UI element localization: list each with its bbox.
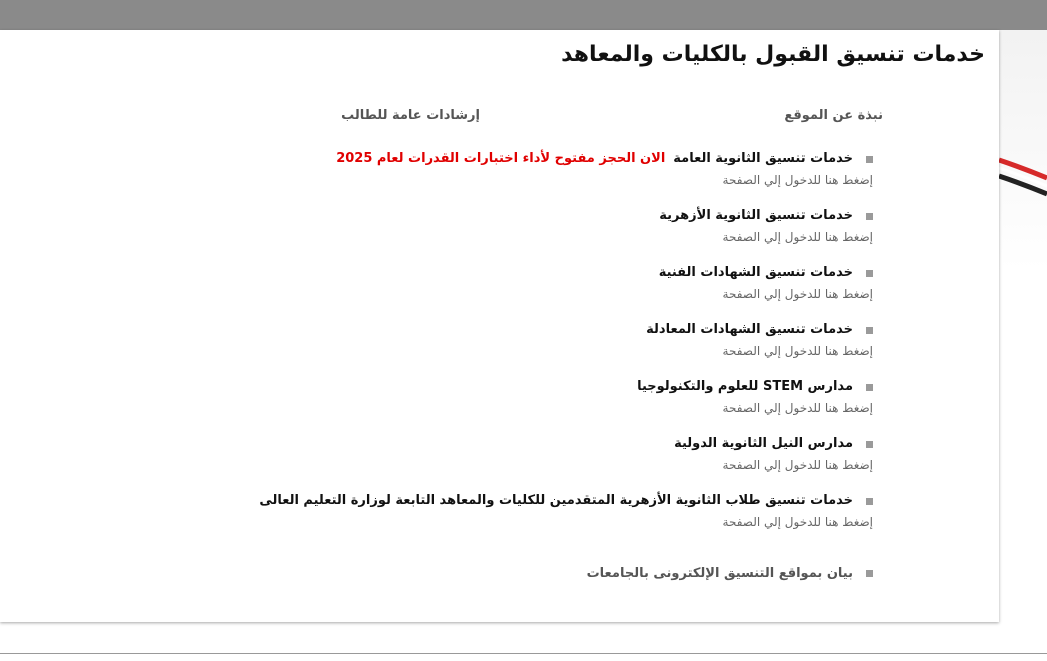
- background-flag-art: [999, 30, 1047, 630]
- service-title-text[interactable]: خدمات تنسيق الثانوية العامة: [673, 151, 853, 166]
- service-title[interactable]: خدمات تنسيق الشهادات المعادلة: [646, 322, 853, 337]
- universities-statement-link[interactable]: بيان بمواقع التنسيق الإلكترونى بالجامعات: [586, 566, 853, 581]
- bullet-icon: [866, 213, 873, 220]
- service-item-azhar-secondary: [73, 208, 873, 265]
- bullet-icon: [866, 327, 873, 334]
- enter-page-link[interactable]: إضغط هنا للدخول إلي الصفحة: [722, 458, 873, 472]
- bullet-icon: [866, 498, 873, 505]
- service-item-equivalent-certificates: [73, 322, 873, 379]
- service-item-stem-schools: [73, 379, 873, 436]
- service-item-technical-certificates: [73, 265, 873, 322]
- service-item-general-secondary: [73, 151, 873, 208]
- enter-page-link[interactable]: إضغط هنا للدخول إلي الصفحة: [722, 287, 873, 301]
- bullet-icon: [866, 270, 873, 277]
- services-list: [73, 151, 873, 550]
- page-title: خدمات تنسيق القبول بالكليات والمعاهد: [561, 42, 985, 67]
- main-content-card: [0, 30, 999, 622]
- bottom-divider: [0, 653, 1047, 654]
- bullet-icon: [866, 570, 873, 577]
- nav-guidelines-link[interactable]: إرشادات عامة للطالب: [341, 108, 480, 123]
- service-item-azhar-higher-education: [73, 493, 873, 550]
- bullet-icon: [866, 384, 873, 391]
- bullet-icon: [866, 441, 873, 448]
- announcement-note: الان الحجز مفتوح لأداء اختبارات القدرات لعام 2025: [336, 151, 666, 166]
- enter-page-link[interactable]: إضغط هنا للدخول إلي الصفحة: [722, 230, 873, 244]
- service-title[interactable]: خدمات تنسيق الشهادات الفنية: [658, 265, 853, 280]
- service-title[interactable]: مدارس STEM للعلوم والتكنولوجيا: [637, 379, 853, 394]
- top-bar: [0, 0, 1047, 30]
- service-title[interactable]: [336, 151, 853, 166]
- service-title[interactable]: خدمات تنسيق الثانوية الأزهرية: [659, 208, 853, 223]
- nav-about-link[interactable]: نبذة عن الموقع: [784, 108, 883, 123]
- enter-page-link[interactable]: إضغط هنا للدخول إلي الصفحة: [722, 173, 873, 187]
- enter-page-link[interactable]: إضغط هنا للدخول إلي الصفحة: [722, 344, 873, 358]
- service-title[interactable]: مدارس النيل الثانوية الدولية: [674, 436, 853, 451]
- enter-page-link[interactable]: إضغط هنا للدخول إلي الصفحة: [722, 515, 873, 529]
- enter-page-link[interactable]: إضغط هنا للدخول إلي الصفحة: [722, 401, 873, 415]
- bullet-icon: [866, 156, 873, 163]
- service-item-nile-schools: [73, 436, 873, 493]
- service-title[interactable]: خدمات تنسيق طلاب الثانوية الأزهرية المتقدمين للكليات والمعاهد التابعة لوزارة التعليم العالى: [259, 493, 853, 508]
